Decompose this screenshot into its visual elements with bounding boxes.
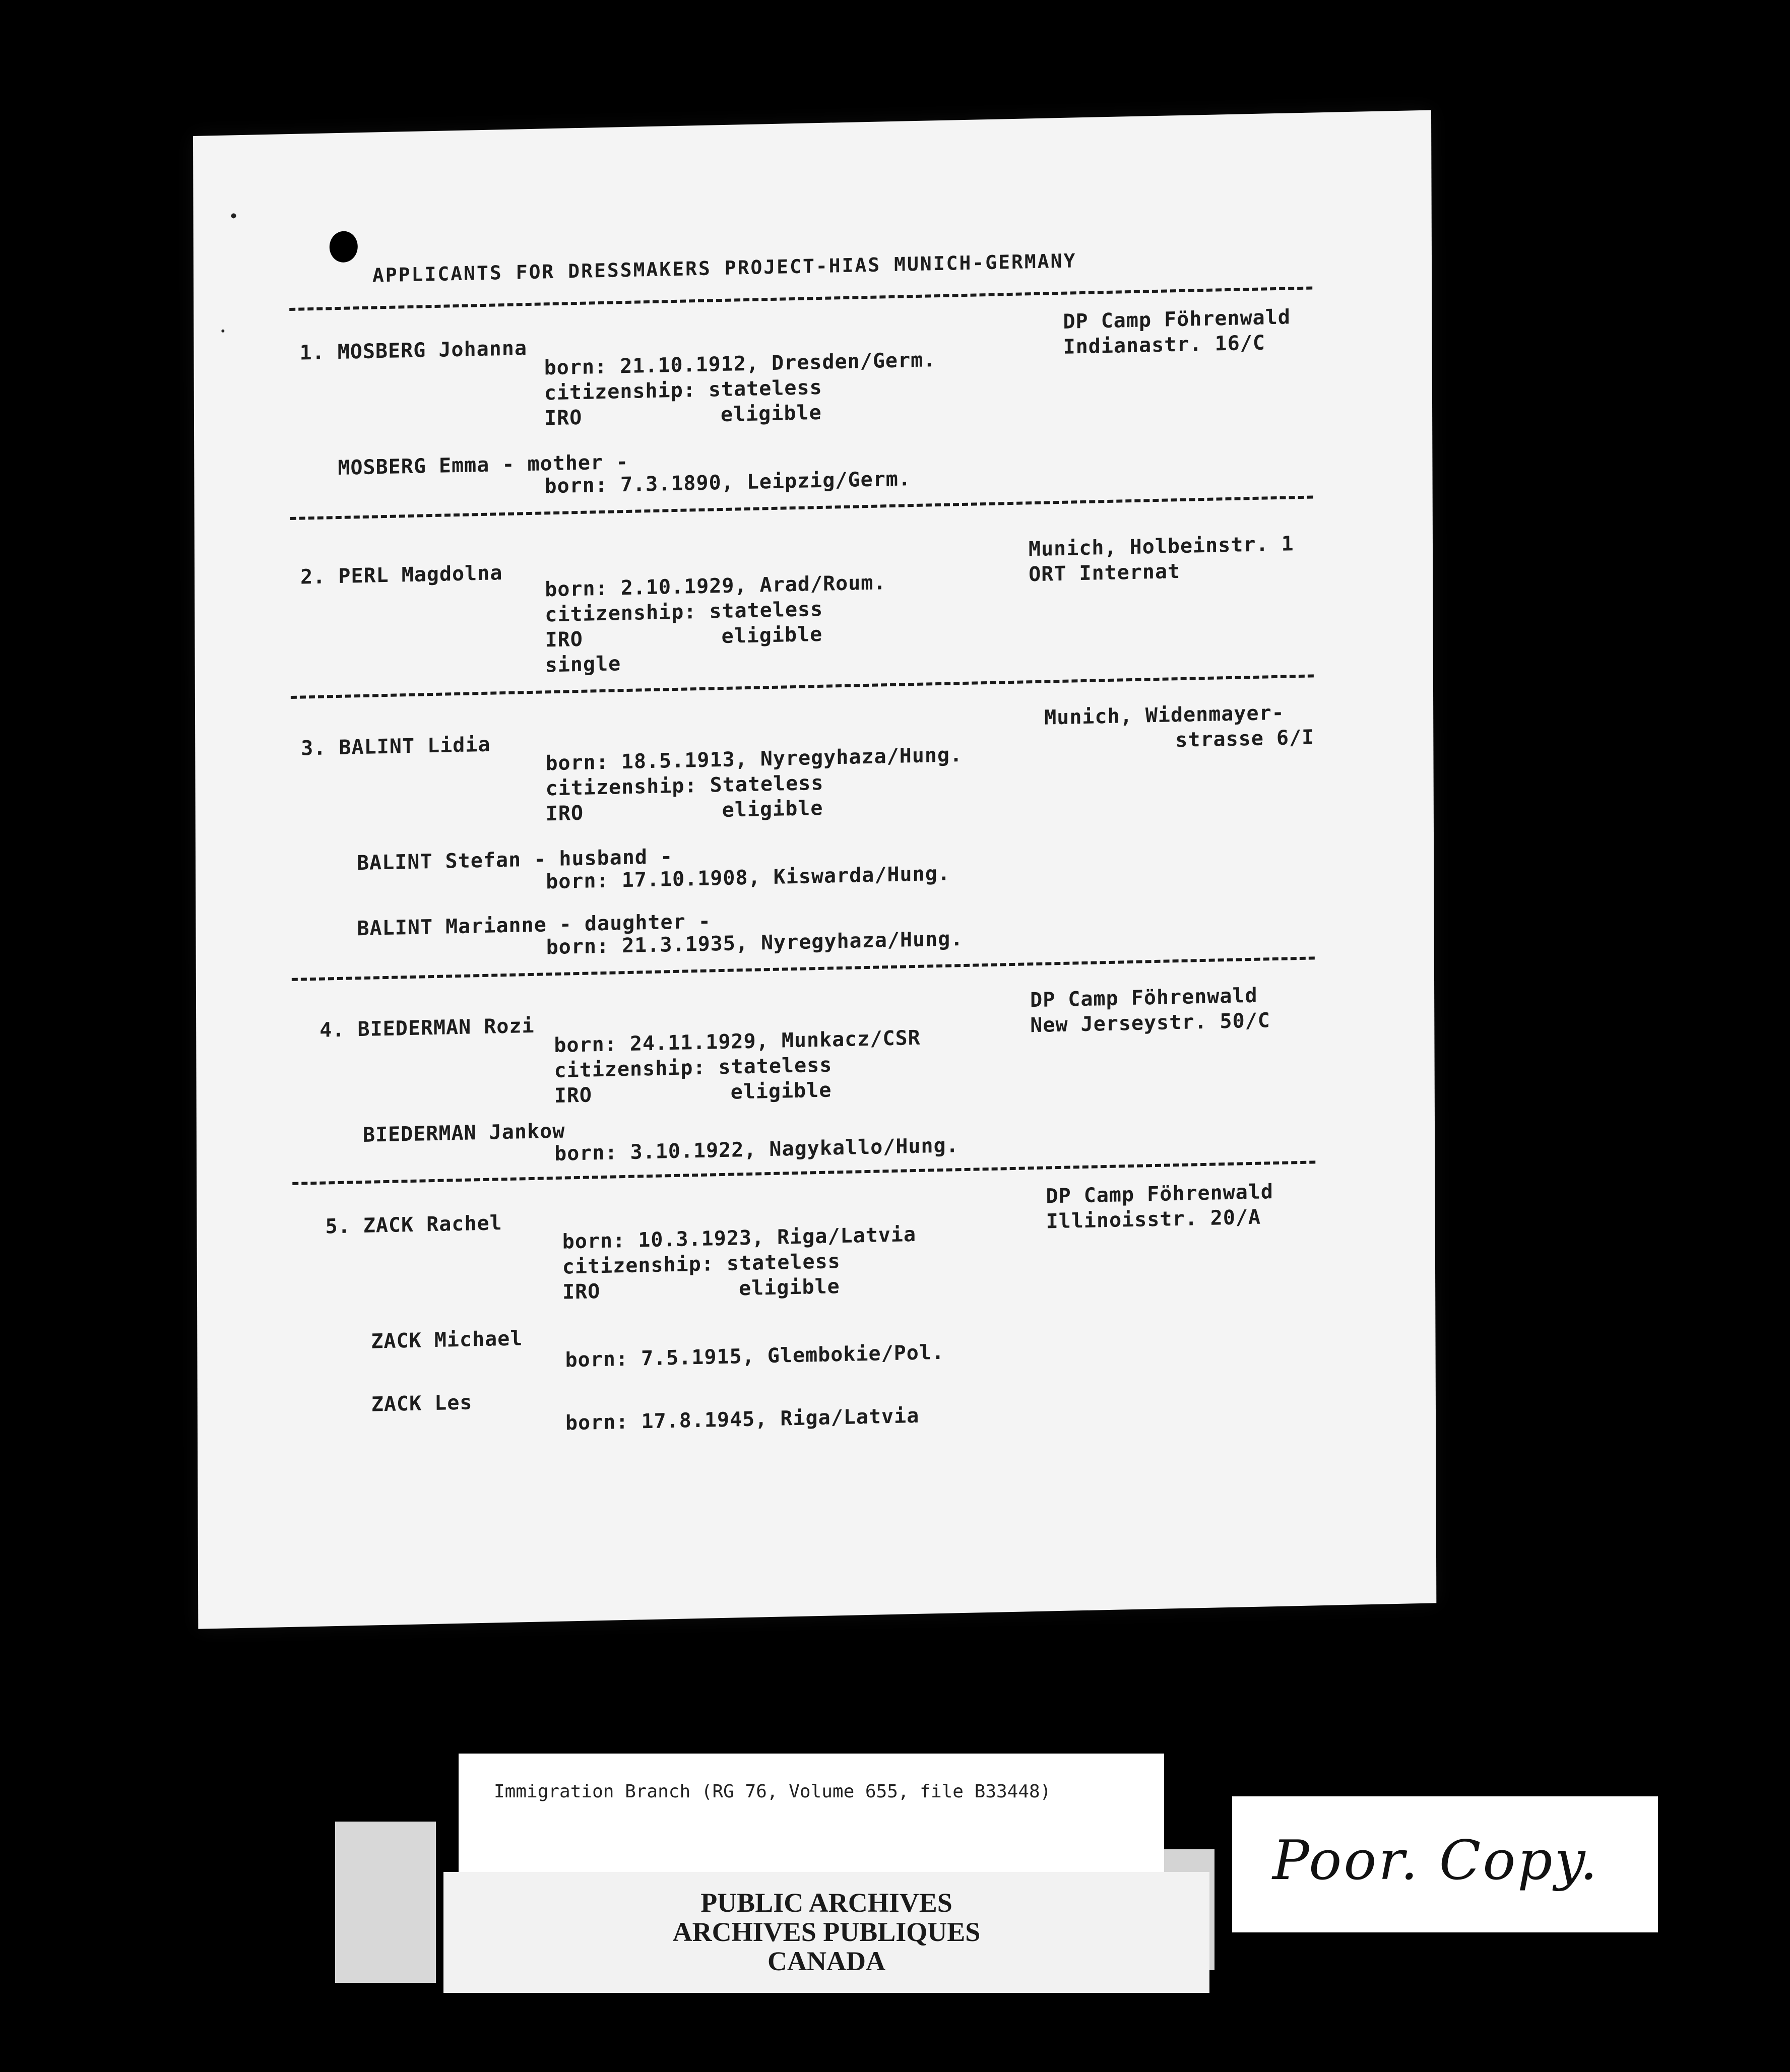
applicant-address-line1: Munich, Holbeinstr. 1 xyxy=(1028,532,1294,561)
document-page xyxy=(193,110,1436,1629)
archive-stamp xyxy=(443,1872,1209,1993)
applicant-name: 2. PERL Magdolna xyxy=(300,561,503,589)
citizenship: citizenship: stateless xyxy=(544,375,822,405)
citizenship: citizenship: Stateless xyxy=(545,771,824,801)
iro-label: IRO xyxy=(544,406,583,430)
applicant-name: 3. BALINT Lidia xyxy=(301,733,491,760)
iro-status: eligible xyxy=(722,796,823,822)
applicant-address-line2: New Jerseystr. 50/C xyxy=(1030,1009,1270,1038)
applicant-address-line1: DP Camp Föhrenwald xyxy=(1030,984,1258,1012)
family-member-name: MOSBERG Emma - mother - xyxy=(338,450,629,480)
family-member-birth: born: 21.3.1935, Nyregyhaza/Hung. xyxy=(546,927,964,959)
punch-hole xyxy=(330,231,358,263)
iro-status: eligible xyxy=(720,401,822,427)
birth-info: born: 21.10.1912, Dresden/Germ. xyxy=(544,348,936,380)
tape-left xyxy=(335,1822,436,1983)
applicant-name: 4. BIEDERMAN Rozi xyxy=(319,1014,535,1042)
applicant-name: 1. MOSBERG Johanna xyxy=(299,337,528,365)
family-member-name: BALINT Stefan - husband - xyxy=(356,845,673,875)
handwritten-note: Poor. Copy. xyxy=(1272,1829,1600,1892)
dashed-rule xyxy=(290,495,1313,520)
family-member-name: BIEDERMAN Jankow xyxy=(362,1119,565,1147)
applicant-address-line1: Munich, Widenmayer- xyxy=(1044,701,1285,730)
dashed-rule xyxy=(292,1160,1315,1185)
iro-label: IRO xyxy=(545,801,584,826)
birth-info: born: 24.11.1929, Munkacz/CSR xyxy=(554,1026,921,1058)
document-title: APPLICANTS FOR DRESSMAKERS PROJECT-HIAS MUNICH-GERMANY xyxy=(372,249,1077,287)
iro-status: eligible xyxy=(730,1078,832,1104)
applicant-address-line2: Illinoisstr. 20/A xyxy=(1046,1205,1261,1234)
citizenship: citizenship: stateless xyxy=(562,1250,841,1279)
birth-info: born: 10.3.1923, Riga/Latvia xyxy=(562,1222,917,1254)
family-member-name: ZACK Michael xyxy=(371,1327,523,1353)
marital-status: single xyxy=(545,652,621,677)
applicant-address-line2: strasse 6/I xyxy=(1175,726,1315,752)
iro-status: eligible xyxy=(721,622,823,649)
applicant-address-line1: DP Camp Föhrenwald xyxy=(1046,1180,1274,1208)
family-member-name: ZACK Les xyxy=(371,1391,473,1416)
reference-label xyxy=(459,1754,1164,1874)
stamp-line-2: ARCHIVES PUBLIQUES xyxy=(672,1917,981,1947)
speck xyxy=(231,213,236,218)
family-member-birth: born: 17.10.1908, Kiswarda/Hung. xyxy=(546,862,950,894)
iro-label: IRO xyxy=(562,1280,601,1304)
archive-reference: Immigration Branch (RG 76, Volume 655, file B33448) xyxy=(494,1781,1051,1802)
iro-label: IRO xyxy=(554,1083,593,1108)
citizenship: citizenship: stateless xyxy=(554,1053,833,1083)
family-member-birth: born: 17.8.1945, Riga/Latvia xyxy=(565,1404,920,1435)
family-member-birth: born: 7.5.1915, Glembokie/Pol. xyxy=(565,1340,945,1372)
stamp-line-1: PUBLIC ARCHIVES xyxy=(700,1888,952,1918)
dashed-rule xyxy=(291,674,1314,699)
iro-status: eligible xyxy=(738,1275,840,1301)
dashed-rule xyxy=(292,956,1315,981)
speck xyxy=(221,330,224,333)
stamp-line-3: CANADA xyxy=(768,1946,885,1976)
applicant-address-line2: ORT Internat xyxy=(1029,559,1181,587)
citizenship: citizenship: stateless xyxy=(545,597,823,627)
applicant-address-line1: DP Camp Föhrenwald xyxy=(1063,305,1291,334)
dashed-rule xyxy=(289,286,1312,311)
family-member-birth: born: 7.3.1890, Leipzig/Germ. xyxy=(544,467,911,498)
family-member-name: BALINT Marianne - daughter - xyxy=(357,910,711,941)
applicant-name: 5. ZACK Rachel xyxy=(325,1211,502,1239)
applicant-address-line2: Indianastr. 16/C xyxy=(1063,331,1265,359)
family-member-birth: born: 3.10.1922, Nagykallo/Hung. xyxy=(554,1134,959,1166)
birth-info: born: 2.10.1929, Arad/Roum. xyxy=(545,571,886,602)
iro-label: IRO xyxy=(545,627,583,652)
birth-info: born: 18.5.1913, Nyregyhaza/Hung. xyxy=(545,743,963,775)
handwritten-note-card xyxy=(1232,1796,1658,1932)
